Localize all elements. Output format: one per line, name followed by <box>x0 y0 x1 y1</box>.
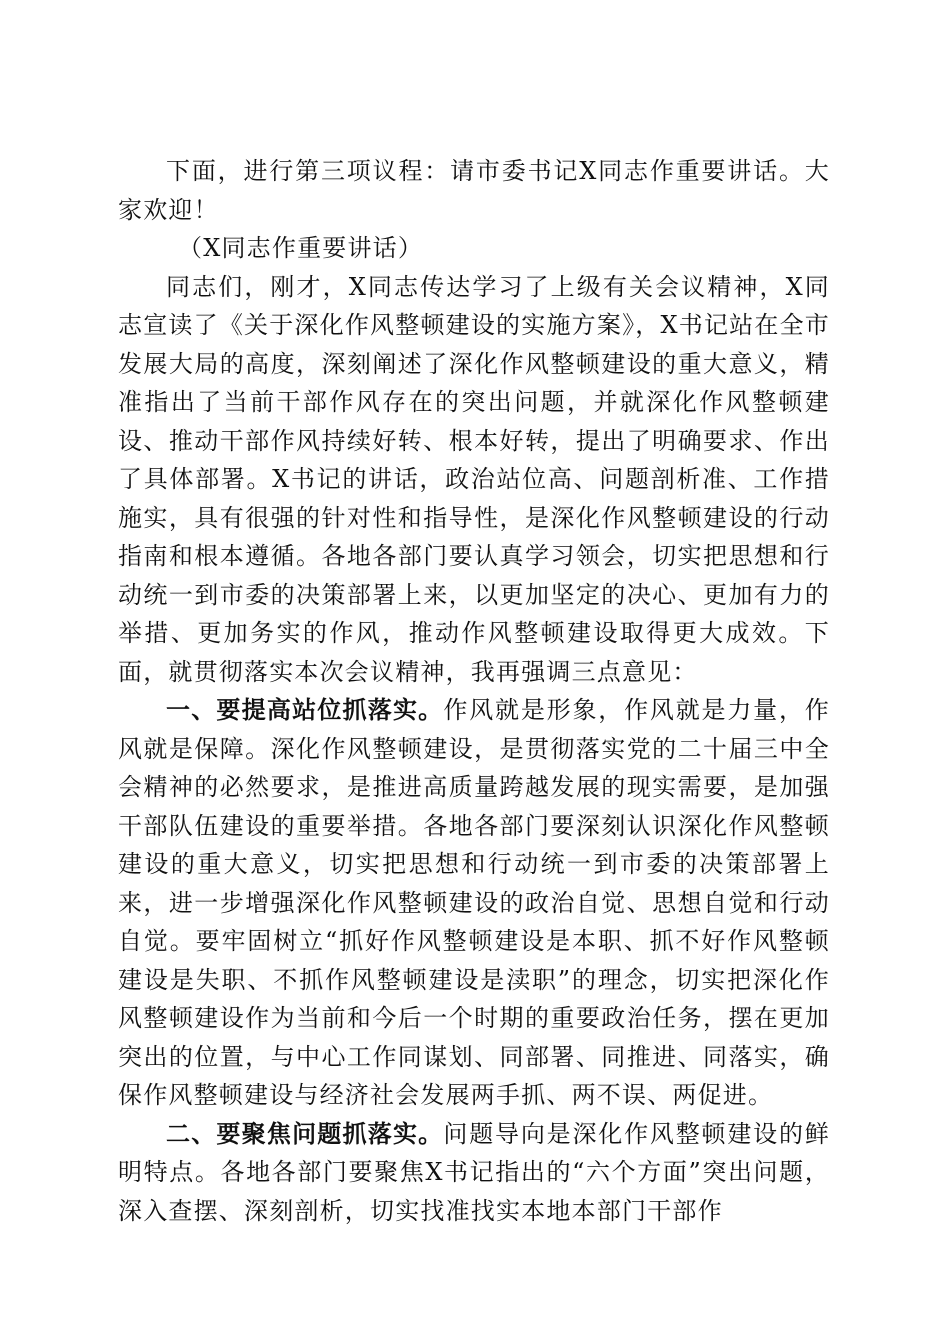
paragraph-opening-remarks <box>118 268 830 692</box>
paragraph-point-one <box>118 691 830 1115</box>
paragraph-agenda <box>118 152 830 229</box>
opening-remarks-text: 同志们，刚才，X同志传达学习了上级有关会议精神，X同志宣读了《关于深化作风整顿建设的实施方案》，X书记站在全市发展大局的高度，深刻阐述了深化作风整顿建设的重大意义，精准指出了当前干部作风存在的突出问题，并就深化作风整顿建设、推动干部作风持续好转、根本好转，提出了明确要求、作出了具体部署。X书记的讲话，政治站位高、问题剖析准、工作措施实，具有很强的针对性和指导性，是深化作风整顿建设的行动指南和根本遵循。各地各部门要认真学习领会，切实把思想和行动统一到市委的决策部署上来，以更加坚定的决心、更加有力的举措、更加务实的作风，推动作风整顿建设取得更大成效。下面，就贯彻落实本次会议精神，我再强调三点意见： <box>118 272 830 686</box>
paragraph-speech-note <box>118 229 830 268</box>
paragraph-point-two <box>118 1115 830 1231</box>
point-one-heading: 一、要提高站位抓落实。 <box>166 696 444 724</box>
document-body <box>118 152 830 1230</box>
point-two-text: 问题导向是深化作风整顿建设的鲜明特点。各地各部门要聚焦X书记指出的“六个方面”突出问题，深入查摆、深刻剖析，切实找准找实本地本部门干部作 <box>118 1119 830 1225</box>
speech-note-text: （X同志作重要讲话） <box>178 234 424 262</box>
point-one-text: 作风就是形象，作风就是力量，作风就是保障。深化作风整顿建设，是贯彻落实党的二十届三中全会精神的必然要求，是推进高质量跨越发展的现实需要，是加强干部队伍建设的重要举措。各地各部门要深刻认识深化作风整顿建设的重大意义，切实把思想和行动统一到市委的决策部署上来，进一步增强深化作风整顿建设的政治自觉、思想自觉和行动自觉。要牢固树立“抓好作风整顿建设是本职、抓不好作风整顿建设是失职、不抓作风整顿建设是渎职”的理念，切实把深化作风整顿建设作为当前和今后一个时期的重要政治任务，摆在更加突出的位置，与中心工作同谋划、同部署、同推进、同落实，确保作风整顿建设与经济社会发展两手抓、两不误、两促进。 <box>118 696 830 1109</box>
paragraph-agenda-text: 下面，进行第三项议程：请市委书记X同志作重要讲话。大家欢迎！ <box>118 157 830 224</box>
point-two-heading: 二、要聚焦问题抓落实。 <box>166 1119 444 1148</box>
